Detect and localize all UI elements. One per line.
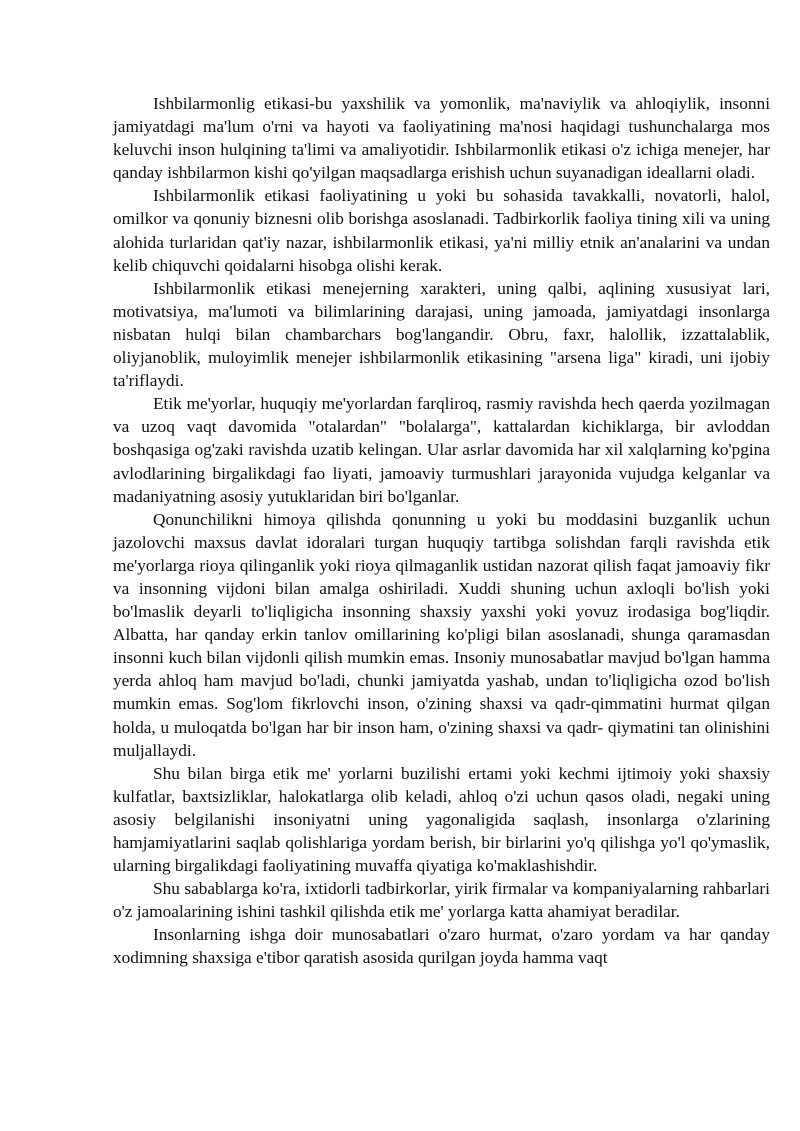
paragraph-7: Shu sabablarga ko'ra, ixtidorli tadbirkorlar, yirik firmalar va kompaniyalarning rahbarlari o'z jamoalarining ishini tashkil qilishda etik me' yorlarga katta ahamiyat beradilar. <box>113 879 770 922</box>
paragraph-6: Shu bilan birga etik me' yorlarni buzilishi ertami yoki kechmi ijtimoiy yoki shaxsiy kulfatlar, baxtsizliklar, halokatlarga olib keladi, ahloq o'zi uchun qasos oladi, negaki uning asosiy belgilanishi insoniyatni uning yagonaligida saqlash, insonlarga o'zlarining hamjamiyatlarini saqlab qolishlariga yordam berish, bir birlarini yo'q qilishga yo'l qo'ymaslik, ularning birgalikdagi faoliyatining muvaffa qiyatiga ko'maklashishdir. <box>113 763 770 876</box>
paragraph-2: Ishbilarmonlik etikasi faoliyatining u yoki bu sohasida tavakkalli, novatorli, halol, omilkor va qonuniy biznesni olib borishga asoslanadi. Tadbirkorlik faoliya tining xili va uning alohida turlaridan qat'iy nazar, ishbilarmonlik etikasi, ya'ni milliy etnik an'analarini va undan kelib chiquvchi qoidalarni hisobga olishi kerak. <box>113 186 770 275</box>
paragraph-5: Qonunchilikni himoya qilishda qonunning u yoki bu moddasini buzganlik uchun jazolovchi maxsus davlat idoralari turgan huquqiy tartibga solishdan farqli ravishda etik me'yorlarga rioya qilinganlik yoki rioya qilmaganlik ustidan nazorat qilish faqat jamoaviy fikr va insonning vijdoni bilan amalga oshiriladi. Xuddi shuning uchun axloqli bo'lish yoki bo'lmaslik deyarli to'liqligicha insonning shaxsiy yaxshi yoki yovuz irodasiga bog'liqdir. Albatta, har qanday erkin tanlov omillarining ko'pligi bilan asoslanadi, shunga qaramasdan insonni kuch bilan vijdonli qilish mumkin emas. Insoniy munosabatlar mavjud bo'lgan hamma yerda ahloq ham mavjud bo'ladi, chunki jamiyatda yashab, undan to'liqligicha ozod bo'lish mumkin emas. Sog'lom fikrlovchi inson, o'zining shaxsi va qadr-qimmatini hurmat qilgan holda, u muloqatda bo'lgan har bir inson ham, o'zining shaxsi va qadr- qiymatini tan olinishini muljallaydi. <box>113 509 770 760</box>
document-page <box>113 92 770 970</box>
paragraph-8: Insonlarning ishga doir munosabatlari o'zaro hurmat, o'zaro yordam va har qanday xodimning shaxsiga e'tibor qaratish asosida qurilgan joyda hamma vaqt <box>113 925 770 968</box>
paragraph-4: Etik me'yorlar, huquqiy me'yorlardan farqliroq, rasmiy ravishda hech qaerda yozilmagan va uzoq vaqt davomida "otalardan" "bolalarga", kattalardan kichiklarga, bir avloddan boshqasiga og'zaki ravishda uzatib kelingan. Ular asrlar davomida har xil xalqlarning ko'pgina avlodlarining birgalikdagi fao liyati, jamoaviy turmushlari jarayonida vujudga kelganlar va madaniyatning asosiy yutuklaridan biri bo'lganlar. <box>113 394 770 506</box>
paragraph-3: Ishbilarmonlik etikasi menejerning xarakteri, uning qalbi, aqlining xususiyat lari, motivatsiya, ma'lumoti va bilimlarining darajasi, uning jamoada, jamiyatdagi insonlarga nisbatan hulqi bilan chambarchars bog'langandir. Obru, faxr, halollik, izzattalablik, oliyjanoblik, muloyimlik menejer ishbilarmonlik etikasining "arsena liga" kiradi, uni ijobiy ta'riflaydi. <box>113 278 770 391</box>
paragraph-1: Ishbilarmonlig etikasi-bu yaxshilik va yomonlik, ma'naviylik va ahloqiylik, insonni jamiyatdagi ma'lum o'rni va hayoti va faoliyatining ma'nosi haqidagi tushunchalarga mos keluvchi inson hulqining ta'limi va amaliyotidir. Ishbilarmonlik etikasi o'z ichiga menejer, har qanday ishbilarmon kishi qo'yilgan maqsadlarga erishish uchun suyanadigan ideallarni oladi. <box>113 94 770 183</box>
